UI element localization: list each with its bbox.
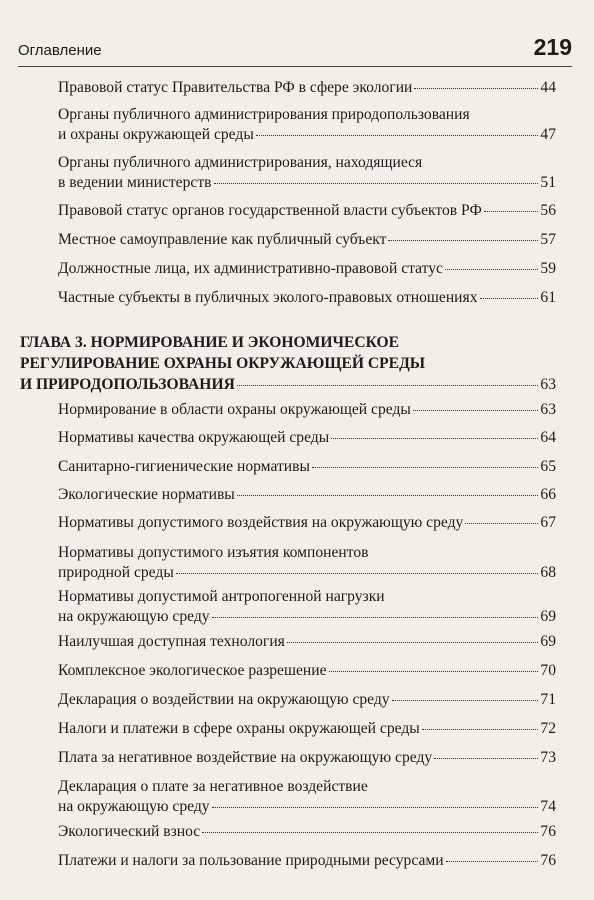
toc-entry-page: 57 — [540, 231, 556, 248]
toc-entry[interactable] — [58, 748, 556, 768]
dot-leader — [256, 134, 539, 136]
page-number: 219 — [533, 34, 572, 60]
toc-entry-title: Нормативы качества окружающей среды — [58, 429, 330, 446]
toc-entry[interactable] — [58, 587, 556, 627]
toc-entry-title: Налоги и платежи в сфере охраны окружающей среды — [58, 720, 420, 737]
toc-entry-title: Наилучшая доступная технология — [58, 633, 285, 650]
toc-entry-title: Нормативы допустимого воздействия на окружающую среду — [58, 514, 464, 531]
dot-leader — [422, 728, 539, 730]
toc-entry-title: Экологический взнос — [58, 823, 201, 840]
dot-leader — [465, 522, 538, 524]
toc-entry[interactable] — [58, 485, 556, 505]
toc-entry-title: Плата за негативное воздействие на окружающую среду — [58, 749, 433, 766]
section-title: Оглавление — [18, 42, 102, 59]
toc-entry-page: 66 — [540, 486, 556, 503]
dot-leader — [392, 699, 539, 701]
toc-entry[interactable] — [58, 513, 556, 533]
running-header — [18, 36, 572, 67]
chapter-heading[interactable] — [20, 332, 556, 395]
toc-entry[interactable] — [58, 457, 556, 477]
toc-entry-title: Правовой статус органов государственной власти субъектов РФ — [58, 202, 482, 219]
toc-entry-title: и охраны окружающей среды — [58, 126, 254, 143]
dot-leader — [329, 670, 539, 672]
toc-entry[interactable] — [58, 288, 556, 308]
toc-entry-title: на окружающую среду — [58, 798, 210, 815]
toc-entry-page: 74 — [540, 798, 556, 815]
dot-leader — [484, 210, 539, 212]
toc-entry-title: Нормативы допустимой антропогенной нагрузки — [58, 588, 385, 605]
toc-entry-title: природной среды — [58, 564, 174, 581]
toc-entry[interactable] — [58, 201, 556, 221]
dot-leader — [331, 437, 538, 439]
chapter-title: ГЛАВА 3. НОРМИРОВАНИЕ И ЭКОНОМИЧЕСКОЕ — [20, 334, 400, 351]
dot-leader — [312, 466, 538, 468]
dot-leader — [212, 806, 539, 808]
toc-entry[interactable] — [58, 153, 556, 193]
dot-leader — [214, 182, 539, 184]
dot-leader — [446, 860, 539, 862]
toc-entry-title: Местное самоуправление как публичный субъект — [58, 231, 387, 248]
toc-entry-title: Платежи и налоги за пользование природными ресурсами — [58, 852, 444, 869]
toc-entry-page: 59 — [540, 260, 556, 277]
toc-entry-title: Декларация о плате за негативное воздействие — [58, 778, 368, 795]
chapter-title: И ПРИРОДОПОЛЬЗОВАНИЯ — [20, 376, 235, 393]
toc-entry-title: Нормирование в области охраны окружающей среды — [58, 401, 411, 418]
toc-entry[interactable] — [58, 661, 556, 681]
toc-entry[interactable] — [58, 822, 556, 842]
dot-leader — [445, 268, 538, 270]
toc-entry-page: 76 — [540, 823, 556, 840]
dot-leader — [388, 239, 538, 241]
dot-leader — [414, 87, 538, 89]
dot-leader — [212, 616, 539, 618]
chapter-page: 63 — [540, 376, 556, 393]
toc-entry-title: Частные субъекты в публичных эколого-правовых отношениях — [58, 289, 478, 306]
toc-entry[interactable] — [58, 105, 556, 145]
toc-entry-page: 65 — [540, 458, 556, 475]
toc-entry-title: Экологические нормативы — [58, 486, 235, 503]
toc-entry-title: Нормативы допустимого изъятия компонентов — [58, 544, 369, 561]
toc-entry-page: 67 — [540, 514, 556, 531]
toc-entry[interactable] — [58, 543, 556, 583]
toc-entry-page: 69 — [540, 633, 556, 650]
toc-entry-title: в ведении министерств — [58, 174, 212, 191]
dot-leader — [202, 831, 538, 833]
toc-entry-page: 73 — [540, 749, 556, 766]
toc-entry[interactable] — [58, 428, 556, 448]
toc-entry[interactable] — [58, 719, 556, 739]
dot-leader — [434, 757, 538, 759]
toc-entry-title: Должностные лица, их административно-правовой статус — [58, 260, 443, 277]
toc-entry-title: на окружающую среду — [58, 608, 210, 625]
toc-entry-title: Правовой статус Правительства РФ в сфере экологии — [58, 79, 413, 96]
toc-entry-page: 61 — [540, 289, 556, 306]
toc-entry-page: 69 — [540, 608, 556, 625]
toc-entry-page: 76 — [540, 852, 556, 869]
toc-entry[interactable] — [58, 632, 556, 652]
dot-leader — [287, 641, 539, 643]
toc-entry-page: 64 — [540, 429, 556, 446]
toc-entry[interactable] — [58, 259, 556, 279]
toc-entry-title: Санитарно-гигиенические нормативы — [58, 458, 310, 475]
toc-entry-page: 63 — [540, 401, 556, 418]
toc-entry-page: 71 — [540, 691, 556, 708]
toc-entry[interactable] — [58, 230, 556, 250]
dot-leader — [237, 385, 539, 386]
toc-entry-title: Органы публичного администрирования природопользования — [58, 106, 470, 123]
toc-entry-title: Декларация о воздействии на окружающую среду — [58, 691, 390, 708]
dot-leader — [237, 494, 539, 496]
chapter-title: РЕГУЛИРОВАНИЕ ОХРАНЫ ОКРУЖАЮЩЕЙ СРЕДЫ — [20, 355, 426, 372]
toc-entry[interactable] — [58, 690, 556, 710]
toc-entry[interactable] — [58, 851, 556, 871]
toc-entry-page: 72 — [540, 720, 556, 737]
toc-entry[interactable] — [58, 78, 556, 98]
dot-leader — [480, 297, 539, 299]
toc-entry-title: Органы публичного администрирования, находящиеся — [58, 154, 423, 171]
toc-entry-page: 70 — [540, 662, 556, 679]
toc-entry-page: 56 — [540, 202, 556, 219]
toc-entry-page: 44 — [540, 79, 556, 96]
dot-leader — [176, 572, 539, 574]
toc-entry[interactable] — [58, 777, 556, 817]
toc-entry-page: 51 — [540, 174, 556, 191]
toc-entry[interactable] — [58, 400, 556, 420]
toc-entry-title: Комплексное экологическое разрешение — [58, 662, 327, 679]
toc-entry-page: 68 — [540, 564, 556, 581]
toc-entry-page: 47 — [540, 126, 556, 143]
dot-leader — [413, 409, 539, 411]
